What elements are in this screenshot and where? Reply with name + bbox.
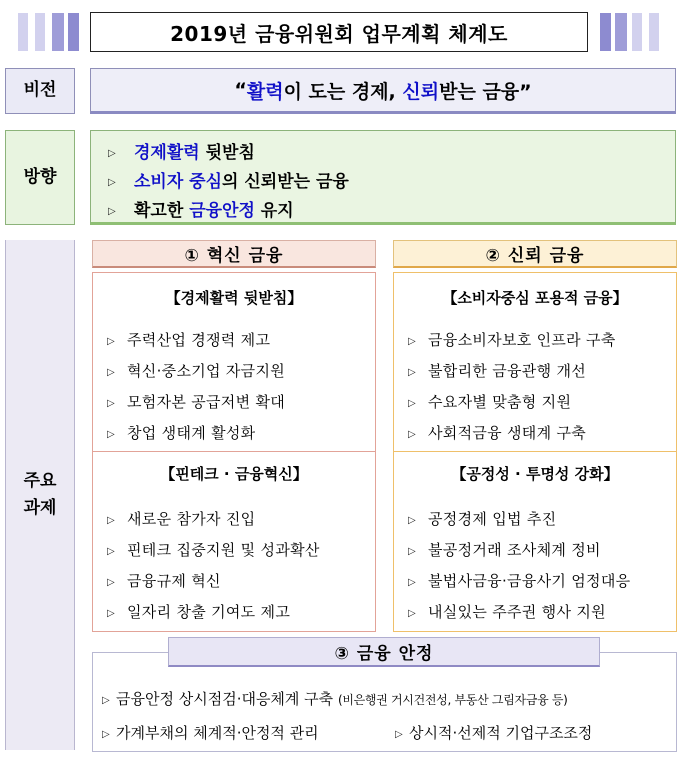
triangle-bullet-icon: ▷ bbox=[408, 546, 416, 557]
list-item bbox=[102, 688, 568, 709]
list-item-text: 상시적·선제적 기업구조조정 bbox=[409, 724, 593, 742]
direction-text: 의 신뢰받는 금융 bbox=[222, 172, 349, 192]
triangle-bullet-icon: ▷ bbox=[408, 336, 416, 347]
vision-statement bbox=[90, 68, 676, 114]
list-item bbox=[107, 508, 255, 529]
list-item bbox=[107, 539, 320, 560]
list-item bbox=[408, 570, 630, 591]
pillar-trust-header: ② 신뢰 금융 bbox=[393, 240, 677, 268]
list-item-text: 혁신·중소기업 자금지원 bbox=[127, 362, 286, 380]
triangle-bullet-icon: ▷ bbox=[408, 367, 416, 378]
triangle-bullet-icon: ▷ bbox=[408, 429, 416, 440]
group-title: 【핀테크 · 금융혁신】 bbox=[160, 465, 308, 483]
triangle-bullet-icon: ▷ bbox=[107, 367, 115, 378]
list-item bbox=[408, 391, 571, 412]
list-item-text: 내실있는 주주권 행사 지원 bbox=[428, 603, 606, 621]
triangle-bullet-icon: ▷ bbox=[107, 546, 115, 557]
pillar-trust bbox=[393, 272, 677, 632]
direction-label: 방향 bbox=[5, 130, 75, 225]
vision-text-end: 받는 금융” bbox=[439, 80, 532, 103]
group-title: 【소비자중심 포용적 금융】 bbox=[442, 289, 628, 307]
list-item bbox=[408, 360, 586, 381]
list-item-text: 수요자별 맞춤형 지원 bbox=[428, 393, 572, 411]
list-item bbox=[408, 422, 586, 443]
triangle-bullet-icon: ▷ bbox=[107, 398, 115, 409]
pillar-innovation bbox=[92, 272, 376, 632]
triangle-bullet-icon: ▷ bbox=[107, 429, 115, 440]
list-item-text: 일자리 창출 기여도 제고 bbox=[127, 603, 291, 621]
direction-item bbox=[108, 196, 294, 221]
triangle-bullet-icon: ▷ bbox=[408, 515, 416, 526]
list-item-text: 주력산업 경쟁력 제고 bbox=[127, 331, 271, 349]
list-item-text: 창업 생태계 활성화 bbox=[127, 424, 256, 442]
triangle-bullet-icon: ▷ bbox=[107, 608, 115, 619]
triangle-bullet-icon: ▷ bbox=[102, 695, 110, 706]
vision-keyword-trust: 신뢰 bbox=[402, 80, 440, 103]
list-item bbox=[107, 422, 255, 443]
list-item-text: 금융규제 혁신 bbox=[127, 572, 221, 590]
pillar-stability-header: ③ 금융 안정 bbox=[168, 637, 600, 667]
vision-text-mid: 이 도는 경제, bbox=[283, 80, 403, 103]
title-decoration-left bbox=[18, 13, 78, 51]
triangle-bullet-icon: ▷ bbox=[408, 577, 416, 588]
vision-keyword-vitality: 활력 bbox=[246, 80, 284, 103]
list-item-text: 불합리한 금융관행 개선 bbox=[428, 362, 587, 380]
direction-text: 확고한 bbox=[134, 201, 190, 221]
group-title: 【경제활력 뒷받침】 bbox=[165, 289, 303, 307]
list-item bbox=[107, 601, 290, 622]
direction-highlight: 경제활력 bbox=[134, 143, 200, 163]
page-title: 2019년 금융위원회 업무계획 체계도 bbox=[90, 12, 588, 52]
triangle-bullet-icon: ▷ bbox=[107, 515, 115, 526]
list-item bbox=[408, 539, 601, 560]
tasks-label bbox=[5, 240, 75, 750]
list-item bbox=[408, 601, 606, 622]
list-item bbox=[107, 570, 221, 591]
vision-quote-open: “ bbox=[234, 79, 247, 101]
triangle-bullet-icon: ▷ bbox=[108, 177, 116, 188]
group-title: 【공정성 · 투명성 강화】 bbox=[451, 465, 619, 483]
tasks-label-line2: 과제 bbox=[23, 498, 57, 518]
pillar-innovation-header: ① 혁신 금융 bbox=[92, 240, 376, 268]
list-item-text: 금융안정 상시점검·대응체계 구축 bbox=[116, 690, 334, 708]
direction-highlight: 소비자 중심 bbox=[134, 172, 223, 192]
group-divider bbox=[394, 451, 676, 452]
list-item bbox=[395, 722, 592, 743]
tasks-label-line1: 주요 bbox=[23, 470, 57, 491]
list-item-text: 새로운 참가자 진입 bbox=[127, 510, 256, 528]
list-item-note: (비은행권 거시건전성, 부동산 그림자금융 등) bbox=[337, 693, 568, 707]
list-item bbox=[408, 508, 556, 529]
list-item bbox=[107, 329, 270, 350]
direction-item bbox=[108, 167, 349, 192]
list-item-text: 공정경제 입법 추진 bbox=[428, 510, 557, 528]
vision-label: 비전 bbox=[5, 68, 75, 114]
direction-text: 유지 bbox=[254, 201, 294, 221]
triangle-bullet-icon: ▷ bbox=[102, 729, 110, 740]
list-item bbox=[107, 391, 285, 412]
list-item bbox=[107, 360, 285, 381]
list-item-text: 불공정거래 조사체계 정비 bbox=[428, 541, 601, 559]
list-item-text: 핀테크 집중지원 및 성과확산 bbox=[127, 541, 320, 559]
direction-highlight: 금융안정 bbox=[189, 201, 255, 221]
triangle-bullet-icon: ▷ bbox=[108, 148, 116, 159]
direction-item bbox=[108, 138, 255, 163]
direction-text: 뒷받침 bbox=[199, 143, 255, 163]
list-item-text: 모험자본 공급저변 확대 bbox=[127, 393, 286, 411]
list-item bbox=[408, 329, 616, 350]
group-divider bbox=[93, 451, 375, 452]
list-item bbox=[102, 722, 319, 743]
list-item-text: 불법사금융·금융사기 엄정대응 bbox=[428, 572, 631, 590]
triangle-bullet-icon: ▷ bbox=[107, 336, 115, 347]
triangle-bullet-icon: ▷ bbox=[408, 398, 416, 409]
triangle-bullet-icon: ▷ bbox=[395, 729, 403, 740]
triangle-bullet-icon: ▷ bbox=[408, 608, 416, 619]
triangle-bullet-icon: ▷ bbox=[108, 206, 116, 217]
title-decoration-right bbox=[600, 13, 664, 51]
triangle-bullet-icon: ▷ bbox=[107, 577, 115, 588]
list-item-text: 금융소비자보호 인프라 구축 bbox=[428, 331, 616, 349]
list-item-text: 사회적금융 생태계 구축 bbox=[428, 424, 587, 442]
list-item-text: 가계부채의 체계적·안정적 관리 bbox=[116, 724, 319, 742]
